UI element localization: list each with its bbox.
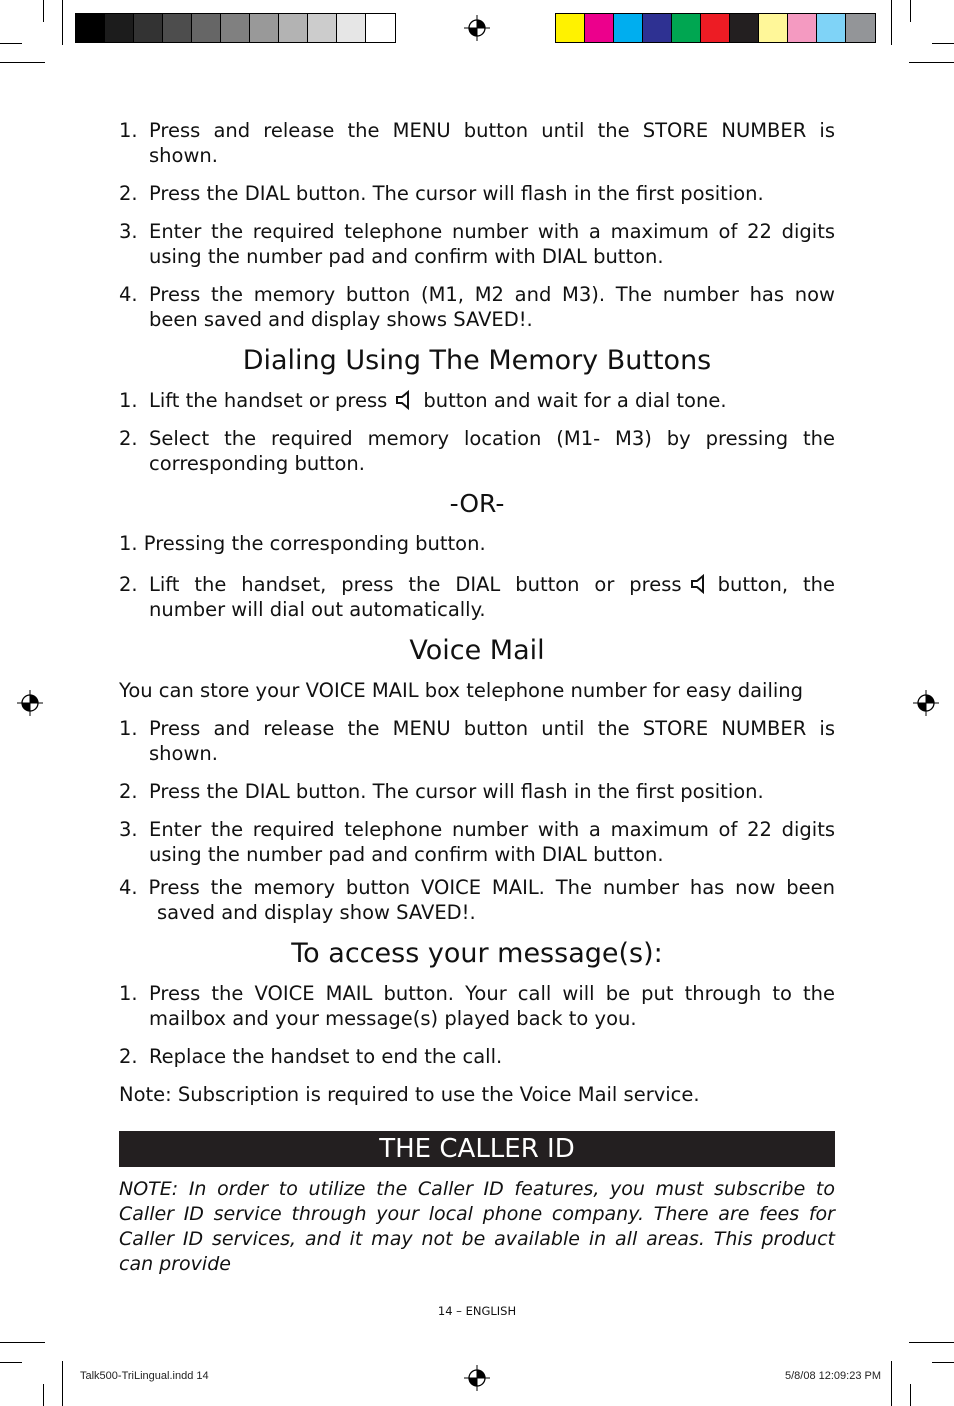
gray-step-swatch bbox=[250, 14, 279, 42]
subscription-note: Note: Subscription is required to use the Voice Mail service. bbox=[119, 1083, 700, 1106]
list-item bbox=[119, 1044, 835, 1069]
list-item bbox=[119, 779, 835, 804]
step-number: 2. bbox=[119, 427, 138, 450]
step-text: Press and release the MENU button until the STORE NUMBER is shown. bbox=[149, 119, 835, 167]
access-messages-heading: To access your message(s): bbox=[291, 938, 663, 969]
gray-step-swatch bbox=[163, 14, 192, 42]
color-step-swatch bbox=[730, 14, 759, 42]
color-step-swatch bbox=[556, 14, 585, 42]
slug-filename: Talk500-TriLingual.indd 14 bbox=[80, 1370, 209, 1382]
step-text bbox=[149, 388, 835, 413]
step-text: Press the memory button (M1, M2 and M3). The number has now been saved and display shows SAVED!. bbox=[149, 283, 835, 331]
step-text-after-icon: button, the number will dial out automatically. bbox=[149, 573, 836, 621]
color-step-swatch bbox=[614, 14, 643, 42]
step-number: 1. bbox=[119, 717, 138, 740]
list-item bbox=[119, 981, 835, 1031]
list-item bbox=[119, 716, 835, 766]
step-number: 3. bbox=[119, 220, 138, 243]
step-number: 2. bbox=[119, 573, 138, 596]
caller-id-banner: THE CALLER ID bbox=[119, 1131, 835, 1167]
process-color-bar bbox=[555, 13, 876, 43]
gray-step-swatch bbox=[308, 14, 337, 42]
color-step-swatch bbox=[643, 14, 672, 42]
color-step-swatch bbox=[846, 14, 875, 42]
registration-mark-icon bbox=[17, 690, 43, 716]
speaker-icon bbox=[393, 389, 415, 411]
slug-timestamp: 5/8/08 12:09:23 PM bbox=[784, 1370, 881, 1382]
gray-step-swatch bbox=[221, 14, 250, 42]
step-text: Press the DIAL button. The cursor will flash in the first position. bbox=[149, 780, 764, 803]
step-text: Press the DIAL button. The cursor will flash in the first position. bbox=[149, 182, 764, 205]
gray-step-swatch bbox=[76, 14, 105, 42]
list-item bbox=[119, 118, 835, 168]
list-item bbox=[119, 181, 835, 206]
step-number: 1. bbox=[119, 389, 138, 412]
list-item bbox=[119, 388, 835, 413]
list-item bbox=[119, 572, 835, 622]
voice-mail-heading: Voice Mail bbox=[409, 635, 545, 666]
voice-mail-intro: You can store your VOICE MAIL box telephone number for easy dailing bbox=[119, 679, 804, 702]
step-number: 1. bbox=[119, 119, 138, 142]
step-text-before-icon: Lift the handset or press bbox=[149, 389, 388, 412]
registration-mark-icon bbox=[464, 15, 490, 41]
color-step-swatch bbox=[701, 14, 730, 42]
step-text bbox=[149, 572, 835, 622]
step-number: 2. bbox=[119, 1045, 138, 1068]
gray-step-swatch bbox=[192, 14, 221, 42]
color-step-swatch bbox=[817, 14, 846, 42]
step-number: 2. bbox=[119, 182, 138, 205]
step-text: Press the VOICE MAIL button. Your call will be put through to the mailbox and your message(s) played back to you. bbox=[149, 982, 835, 1030]
step-text-before-icon: Lift the handset, press the DIAL button or press bbox=[149, 573, 682, 596]
caller-id-note: NOTE: In order to utilize the Caller ID features, you must subscribe to Caller ID service through your local phone company. There are fees for Caller ID services, and it may not be available in all areas. This product can provide bbox=[119, 1178, 835, 1275]
step-number: 1. bbox=[119, 982, 138, 1005]
color-step-swatch bbox=[585, 14, 614, 42]
list-item bbox=[119, 817, 835, 867]
speaker-icon bbox=[688, 573, 710, 595]
list-item bbox=[119, 426, 835, 476]
step-text: Replace the handset to end the call. bbox=[149, 1045, 503, 1068]
dialing-memory-heading: Dialing Using The Memory Buttons bbox=[242, 345, 712, 376]
store-steps-list bbox=[119, 118, 835, 332]
registration-mark-icon bbox=[464, 1365, 490, 1391]
list-item bbox=[119, 219, 835, 269]
step-text: Press and release the MENU button until the STORE NUMBER is shown. bbox=[149, 717, 835, 765]
color-step-swatch bbox=[759, 14, 788, 42]
gray-step-swatch bbox=[337, 14, 366, 42]
step-number: 3. bbox=[119, 818, 138, 841]
alt-step-1: 1. Pressing the corresponding button. bbox=[119, 532, 486, 555]
gray-step-swatch bbox=[105, 14, 134, 42]
grayscale-color-bar bbox=[75, 13, 396, 43]
page-footer: 14 – ENGLISH bbox=[437, 1304, 517, 1318]
gray-step-swatch bbox=[366, 14, 395, 42]
list-item bbox=[119, 282, 835, 332]
step-text: Enter the required telephone number with a maximum of 22 digits using the number pad and confirm with DIAL button. bbox=[149, 220, 835, 268]
color-step-swatch bbox=[672, 14, 701, 42]
step-text-after-icon: button and wait for a dial tone. bbox=[423, 389, 727, 412]
or-separator: -OR- bbox=[449, 489, 505, 518]
step-number: 2. bbox=[119, 780, 138, 803]
gray-step-swatch bbox=[134, 14, 163, 42]
page-content bbox=[119, 118, 835, 1277]
gray-step-swatch bbox=[279, 14, 308, 42]
step-number: 4. bbox=[119, 283, 138, 306]
color-step-swatch bbox=[788, 14, 817, 42]
step-text: Select the required memory location (M1- M3) by pressing the corresponding button. bbox=[149, 427, 835, 475]
step-text: Enter the required telephone number with a maximum of 22 digits using the number pad and confirm with DIAL button. bbox=[149, 818, 835, 866]
voice-mail-step-4: 4. Press the memory button VOICE MAIL. The number has now been saved and display show SAVED!. bbox=[119, 876, 835, 924]
registration-mark-icon bbox=[913, 690, 939, 716]
